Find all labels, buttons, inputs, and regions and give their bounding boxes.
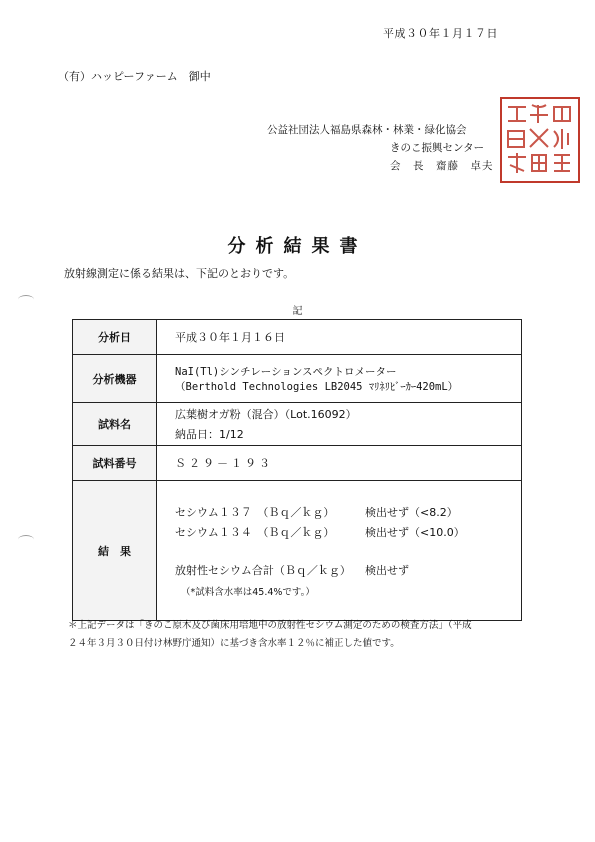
- total-cesium-value: 検出せず: [365, 563, 409, 577]
- issuer-organization: 公益社団法人福島県森林・林業・緑化協会: [267, 124, 467, 136]
- punch-hole-mark: [18, 295, 34, 304]
- table-row: [73, 481, 522, 621]
- official-seal-stamp: [500, 97, 580, 183]
- table-row: [73, 355, 522, 403]
- recipient: （有）ハッピーファーム 御中: [58, 70, 211, 83]
- row-label-results: 結 果: [73, 481, 157, 621]
- seal-pattern-icon: [502, 99, 577, 180]
- row-label-instrument: 分析機器: [73, 355, 157, 403]
- instrument-name: NaI(Tl)シンチレーションスペクトロメーター: [175, 365, 397, 378]
- results-value: [157, 481, 522, 621]
- sample-name: 広葉樹オガ粉（混合）（Lot.16092）: [175, 408, 357, 421]
- cs137-value: 検出せず（<8.2）: [365, 505, 458, 519]
- results-table: [72, 319, 522, 621]
- cs134-label: セシウム１３４ （Ｂｑ／ｋｇ）: [175, 525, 335, 539]
- footnote-line-2: ２４年３月３０日付け林野庁通知）に基づき含水率１２％に補正した値です。: [68, 638, 400, 649]
- row-label-analysis-date: 分析日: [73, 320, 157, 355]
- table-row: [73, 320, 522, 355]
- row-label-sample-number: 試料番号: [73, 446, 157, 481]
- issuer-department: きのこ振興センター: [390, 142, 485, 154]
- cs134-value: 検出せず（<10.0）: [365, 525, 465, 539]
- intro-text: 放射線測定に係る結果は、下記のとおりです。: [64, 267, 295, 280]
- delivery-date: 納品日：1/12: [175, 428, 244, 441]
- footnote-line-1: ＊上記データは「きのこ原木及び菌床用培地中の放射性セシウム測定のための検査方法」（平成: [68, 620, 472, 631]
- instrument-model: （Berthold Technologies LB2045 ﾏﾘﾈﾘﾋﾞｰｶｰ420mL）: [175, 380, 459, 393]
- moisture-note: （*試料含水率は45.4%です。）: [181, 586, 315, 598]
- total-cesium-label: 放射性セシウム合計（Ｂｑ／ｋｇ）: [175, 563, 351, 577]
- ki-heading: 記: [292, 306, 303, 317]
- issuer-president: 会 長 齋藤 卓夫: [390, 160, 494, 172]
- row-label-sample-name: 試料名: [73, 403, 157, 446]
- punch-hole-mark: [18, 535, 34, 544]
- cs137-label: セシウム１３７ （Ｂｑ／ｋｇ）: [175, 505, 335, 519]
- sample-number-value: Ｓ２９－１９３: [157, 446, 522, 481]
- sample-name-value: [157, 403, 522, 446]
- table-row: [73, 446, 522, 481]
- table-row: [73, 403, 522, 446]
- document-title: 分析結果書: [227, 236, 368, 257]
- instrument-value: [157, 355, 522, 403]
- analysis-date-value: 平成３０年１月１６日: [157, 320, 522, 355]
- document-date: 平成３０年１月１７日: [383, 27, 498, 40]
